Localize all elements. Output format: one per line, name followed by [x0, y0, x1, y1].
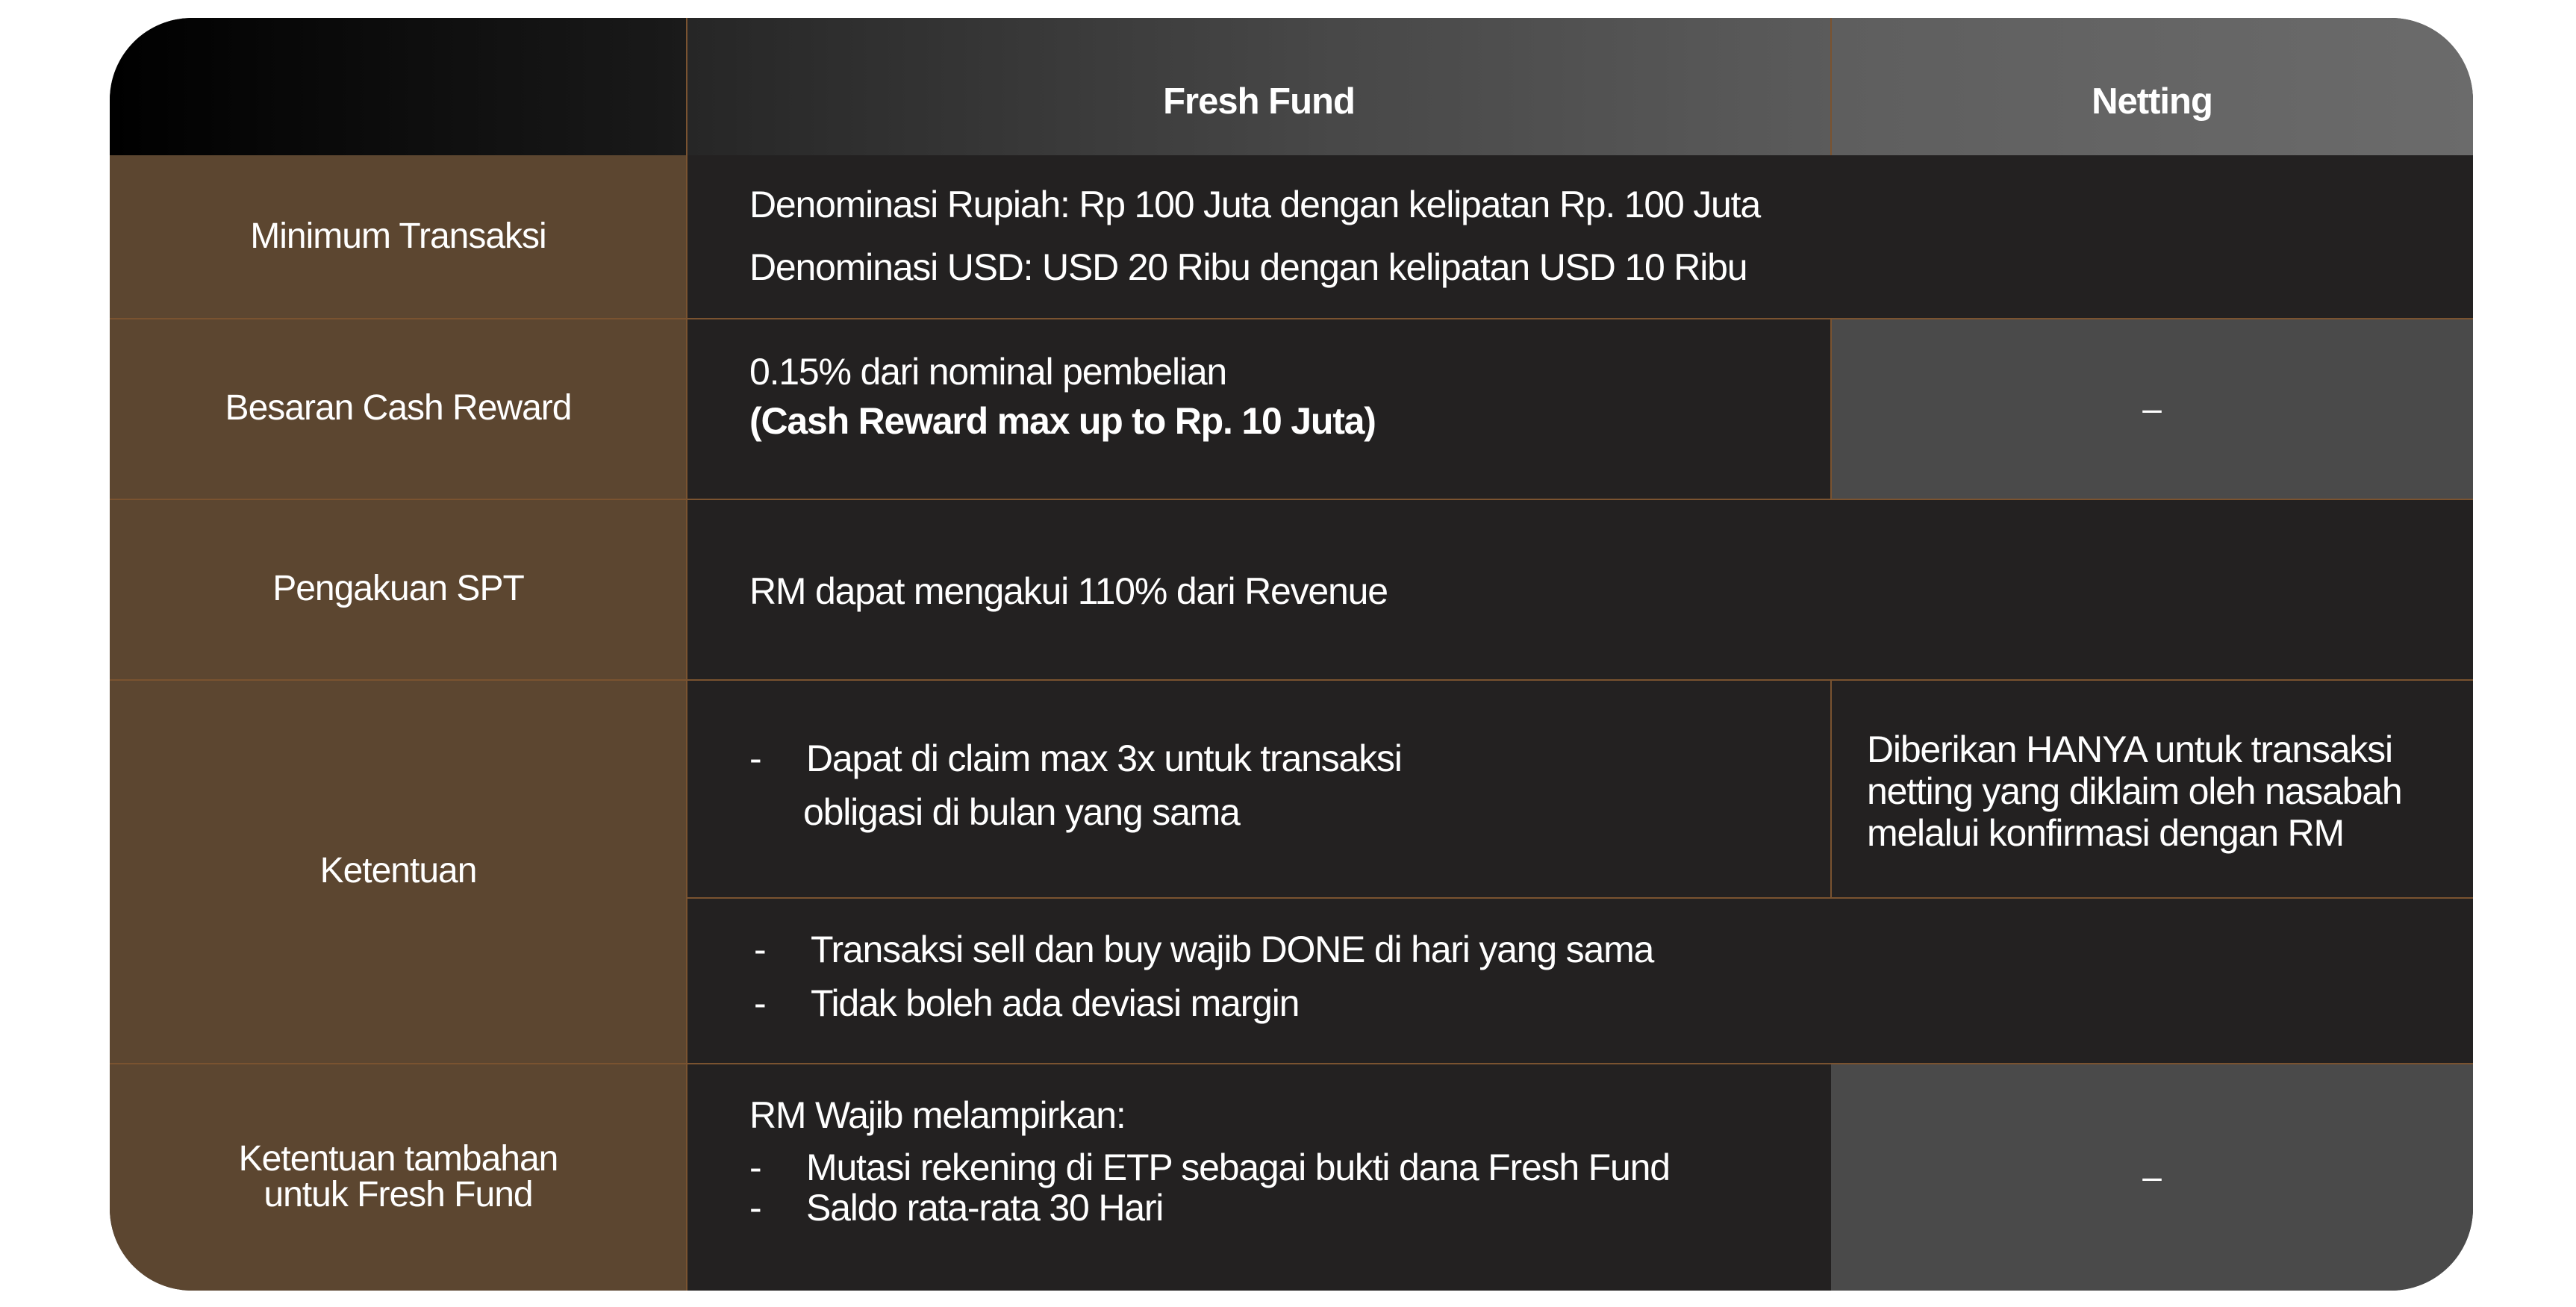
row-label-cash-reward — [110, 318, 687, 499]
list-dash: - — [754, 929, 766, 970]
label-text: Minimum Transaksi — [250, 216, 546, 256]
row-divider — [110, 499, 2473, 500]
row-divider — [110, 679, 2473, 681]
row-divider — [687, 897, 2473, 899]
text-mutasi-rekening: Mutasi rekening di ETP sebagai bukti dana Fresh Fund — [806, 1147, 1670, 1188]
row-label-minimum-transaksi — [110, 155, 687, 318]
label-text: Ketentuan — [319, 851, 477, 890]
label-text-line2: untuk Fresh Fund — [263, 1174, 533, 1214]
row-label-pengakuan-spt — [110, 499, 687, 679]
label-text-line1: Ketentuan tambahan — [238, 1138, 558, 1179]
column-divider — [686, 18, 687, 1291]
cell-cash-reward-netting — [1831, 318, 2473, 499]
cell-ketentuan-tambahan-fresh — [687, 1063, 1831, 1291]
text-cash-reward-pct: 0.15% dari nominal pembelian — [749, 351, 1227, 393]
label-text: Pengakuan SPT — [272, 569, 524, 608]
text-netting-line3: melalui konfirmasi dengan RM — [1867, 812, 2344, 854]
text-saldo-rata-rata: Saldo rata-rata 30 Hari — [806, 1187, 1164, 1229]
column-divider — [1830, 18, 1832, 155]
text-netting-line1: Diberikan HANYA untuk transaksi — [1867, 729, 2392, 770]
comparison-table — [110, 18, 2473, 1291]
cell-ketentuan-fresh — [687, 679, 1831, 897]
row-divider — [110, 318, 2473, 319]
text-pengakuan-spt: RM dapat mengakui 110% dari Revenue — [749, 570, 1388, 612]
row-label-ketentuan-tambahan — [110, 1063, 687, 1291]
text-ketentuan-claim: Dapat di claim max 3x untuk transaksi — [806, 737, 1402, 779]
column-divider — [1830, 679, 1832, 897]
text-ketentuan-sell-buy: Transaksi sell dan buy wajib DONE di hari yang sama — [811, 929, 1654, 970]
cell-cash-reward-fresh — [687, 318, 1831, 499]
list-dash: - — [749, 1147, 761, 1188]
cell-ketentuan-tambahan-netting — [1831, 1063, 2473, 1291]
header-fresh-fund: Fresh Fund — [1163, 81, 1355, 122]
header-corner-cell — [110, 18, 687, 155]
header-fresh-fund-cell — [687, 18, 1831, 155]
label-text: Besaran Cash Reward — [225, 388, 572, 428]
text-ketentuan-deviasi: Tidak boleh ada deviasi margin — [811, 982, 1300, 1024]
cell-pengakuan-spt — [687, 499, 2473, 679]
header-netting-cell — [1831, 18, 2473, 155]
dash-placeholder: – — [2142, 389, 2162, 428]
row-label-ketentuan — [110, 679, 687, 1063]
column-divider — [1830, 318, 1832, 499]
cell-ketentuan-shared — [687, 897, 2473, 1063]
list-dash: - — [749, 1187, 761, 1229]
cell-ketentuan-netting — [1831, 679, 2473, 897]
row-divider — [110, 1063, 2473, 1064]
text-denominasi-usd: Denominasi USD: USD 20 Ribu dengan kelipatan USD 10 Ribu — [749, 246, 1747, 288]
text-ketentuan-claim-cont: obligasi di bulan yang sama — [803, 791, 1240, 833]
text-rm-wajib: RM Wajib melampirkan: — [749, 1094, 1126, 1136]
cell-minimum-transaksi — [687, 155, 2473, 318]
list-dash: - — [749, 737, 761, 779]
header-netting: Netting — [2092, 81, 2212, 122]
text-cash-reward-max: (Cash Reward max up to Rp. 10 Juta) — [749, 400, 1376, 442]
list-dash: - — [754, 982, 766, 1024]
text-netting-line2: netting yang diklaim oleh nasabah — [1867, 770, 2402, 812]
dash-placeholder: – — [2142, 1157, 2162, 1196]
text-denominasi-rupiah: Denominasi Rupiah: Rp 100 Juta dengan kelipatan Rp. 100 Juta — [749, 184, 1760, 225]
